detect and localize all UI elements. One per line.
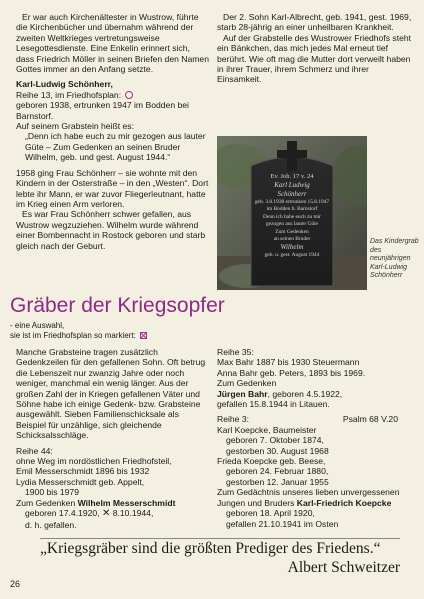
paragraph-wilhelm: Es war Frau Schönherr schwer gefallen, aus Wustrow wegzuziehen. Wilhelm wurde während einer Bombennacht in Rostock geboren und starb gleich nach der Geburt. (16, 209, 206, 251)
paragraph-grabsteine: Manche Grabsteine tragen zusätzlich Gedenkzeilen für den gefallenen Sohn. Oft betrug die Lebenszeit nur zwanzig Jahre oder noch weniger, manchmal ein wenig länger. Aus der großen Zahl der in Kriegen gefallenen Väter und Söhne habe ich einige Gedenk- bzw. Grabsteine ausgewählt. Sieben Familienschicksale als Beispiel für unzählige, sich gleichende Schicksalsschläge. (16, 347, 206, 441)
crossed-swords-icon: ✕ (101, 508, 111, 520)
reihe-44-label: Reihe 44: (16, 445, 53, 456)
inscription-text: „Denn ich habe euch zu mir gezogen aus lauter Güte – Zum Gedenken an seinen Bruder Wilhelm, geb. und gest. August 1944.“ (25, 131, 206, 163)
name-karl-friedrich-koepcke: Karl-Friedrich Koepcke (296, 497, 392, 508)
reihe-35-label: Reihe 35: (217, 347, 254, 357)
name-karl-ludwig: Karl-Ludwig Schönherr, (16, 79, 113, 90)
box-cross-marker-icon (140, 332, 147, 339)
quote-text: „Kriegsgräber sind die größten Prediger des Friedens.“ (40, 540, 381, 557)
paragraph-kirchenaeltester: Er war auch Kirchenältester in Wustrow, führte die Kirchenbücher und übernahm während der zweiten Weltkrieges vertretungsweise Lesegottesdienste. Eine Enkelin erinnert sich, dass Friedrich Möller in seinen Briefen den Namen Gottes immer an den Anfang setzte. (16, 12, 209, 75)
left-column-top (16, 12, 209, 251)
inscription-intro: Auf seinem Grabstein heißt es: (16, 121, 134, 132)
stone-inscription: Ev. Joh. 17 v. 24 Karl Ludwig Schönherr geb. 3.8.1938 ertrunken 15.8.1947 im Bodden b. Barnstorf Denn ich habe euch zu mir gezogen aus lauter Güte Zum Gedenken an seinen Bruder Wilhelm geb. u. gest. August 1944 (254, 173, 330, 259)
page-number: 26 (10, 579, 21, 589)
left-column-bottom: Manche Grabsteine tragen zusätzlich Gedenkzeilen für den gefallenen Sohn. Oft betrug die Lebenszeit nur zwanzig Jahre oder noch weniger, manchmal ein wenig länger. Aus der großen Zahl der in Kriegen gefallenen Väter und Söhne habe ich einige Gedenk- bzw. Grabsteine ausgewählt. Sieben Familienschicksale als Beispiel für unzählige, sich gleichende Schicksalsschläge. Reihe 44: ohne Weg im nordöstlichen Friedhofsteil, Emil Messerschmidt 1896 bis 1932 Lydia Messerschmidt geb. Appelt, 1900 bis 1979 Zum Gedenken Wilhelm Messerschmidt geboren 17.4.1920, ✕ 8.10.1944, d. h. gefallen. (16, 347, 206, 530)
psalm-reference: Psalm 68 V.20 (342, 414, 398, 425)
name-juergen-bahr: Jürgen Bahr (217, 388, 268, 399)
section-heading: Gräber der Kriegsopfer (10, 294, 225, 317)
circle-marker-icon (125, 91, 133, 99)
paragraph-baenkchen: Auf der Grabstelle des Wustrower Friedhofs steht ein Bänkchen, das mich jedes Mal erneut tief berührt. Wie oft mag die Mutter dort verweilt haben in ihrer Trauer, ihrem Schmerz und ihrer Einsamkeit. (217, 32, 412, 85)
paragraph-westen: 1958 ging Frau Schönherr – sie wohnte mit den Kindern in der Osterstraße – in den „Westen“. Dort lebte ihr Mann, er war zuvor Fliegerleutnant, hatte im Krieg einen Arm verloren. (16, 167, 209, 209)
schweitzer-quote (40, 538, 400, 585)
quote-author: Albert Schweitzer (287, 559, 400, 576)
grave-photo (217, 136, 367, 290)
paragraph-karl-albrecht: Der 2. Sohn Karl-Albrecht, geb. 1941, gest. 1969, starb 28-jährig an einer unheilbaren Krankheit. (217, 12, 412, 33)
section-subheading: - eine Auswahl, sie ist im Friedhofsplan so markiert: (10, 321, 147, 341)
karl-ludwig-dates: geboren 1938, ertrunken 1947 im Bodden bei Barnstorf. (16, 100, 189, 121)
right-column-top (217, 12, 412, 85)
reihe-3-label: Reihe 3: (217, 414, 250, 425)
photo-caption: Das Kindergrab des neunjährigen Karl-Ludwig Schönherr (370, 238, 419, 280)
name-wilhelm-messerschmidt: Wilhelm Messerschmidt (77, 497, 176, 508)
reihe-13-label: Reihe 13, im Friedhofsplan: (16, 89, 122, 100)
right-column-bottom: Reihe 35: Max Bahr 1887 bis 1930 Steuermann Anna Bahr geb. Peters, 1893 bis 1969. Zum Gedenken Jürgen Bahr, geboren 4.5.1922, gefallen 15.8.1944 in Litauen. Reihe 3: Psalm 68 V.20 Karl Koepcke, Baumeister geboren 7. Oktober 1874, gestorben 30. August 1968 Frieda Koepcke geb. Beese, geboren 24. Februar 1880, gestorben 12. Januar 1955 Zum Gedächtnis unseres lieben unvergessenen Jungen und Bruders Karl-Friedrich Koepcke geboren 18. April 1920, gefallen 21.10.1941 im Osten (217, 347, 412, 529)
